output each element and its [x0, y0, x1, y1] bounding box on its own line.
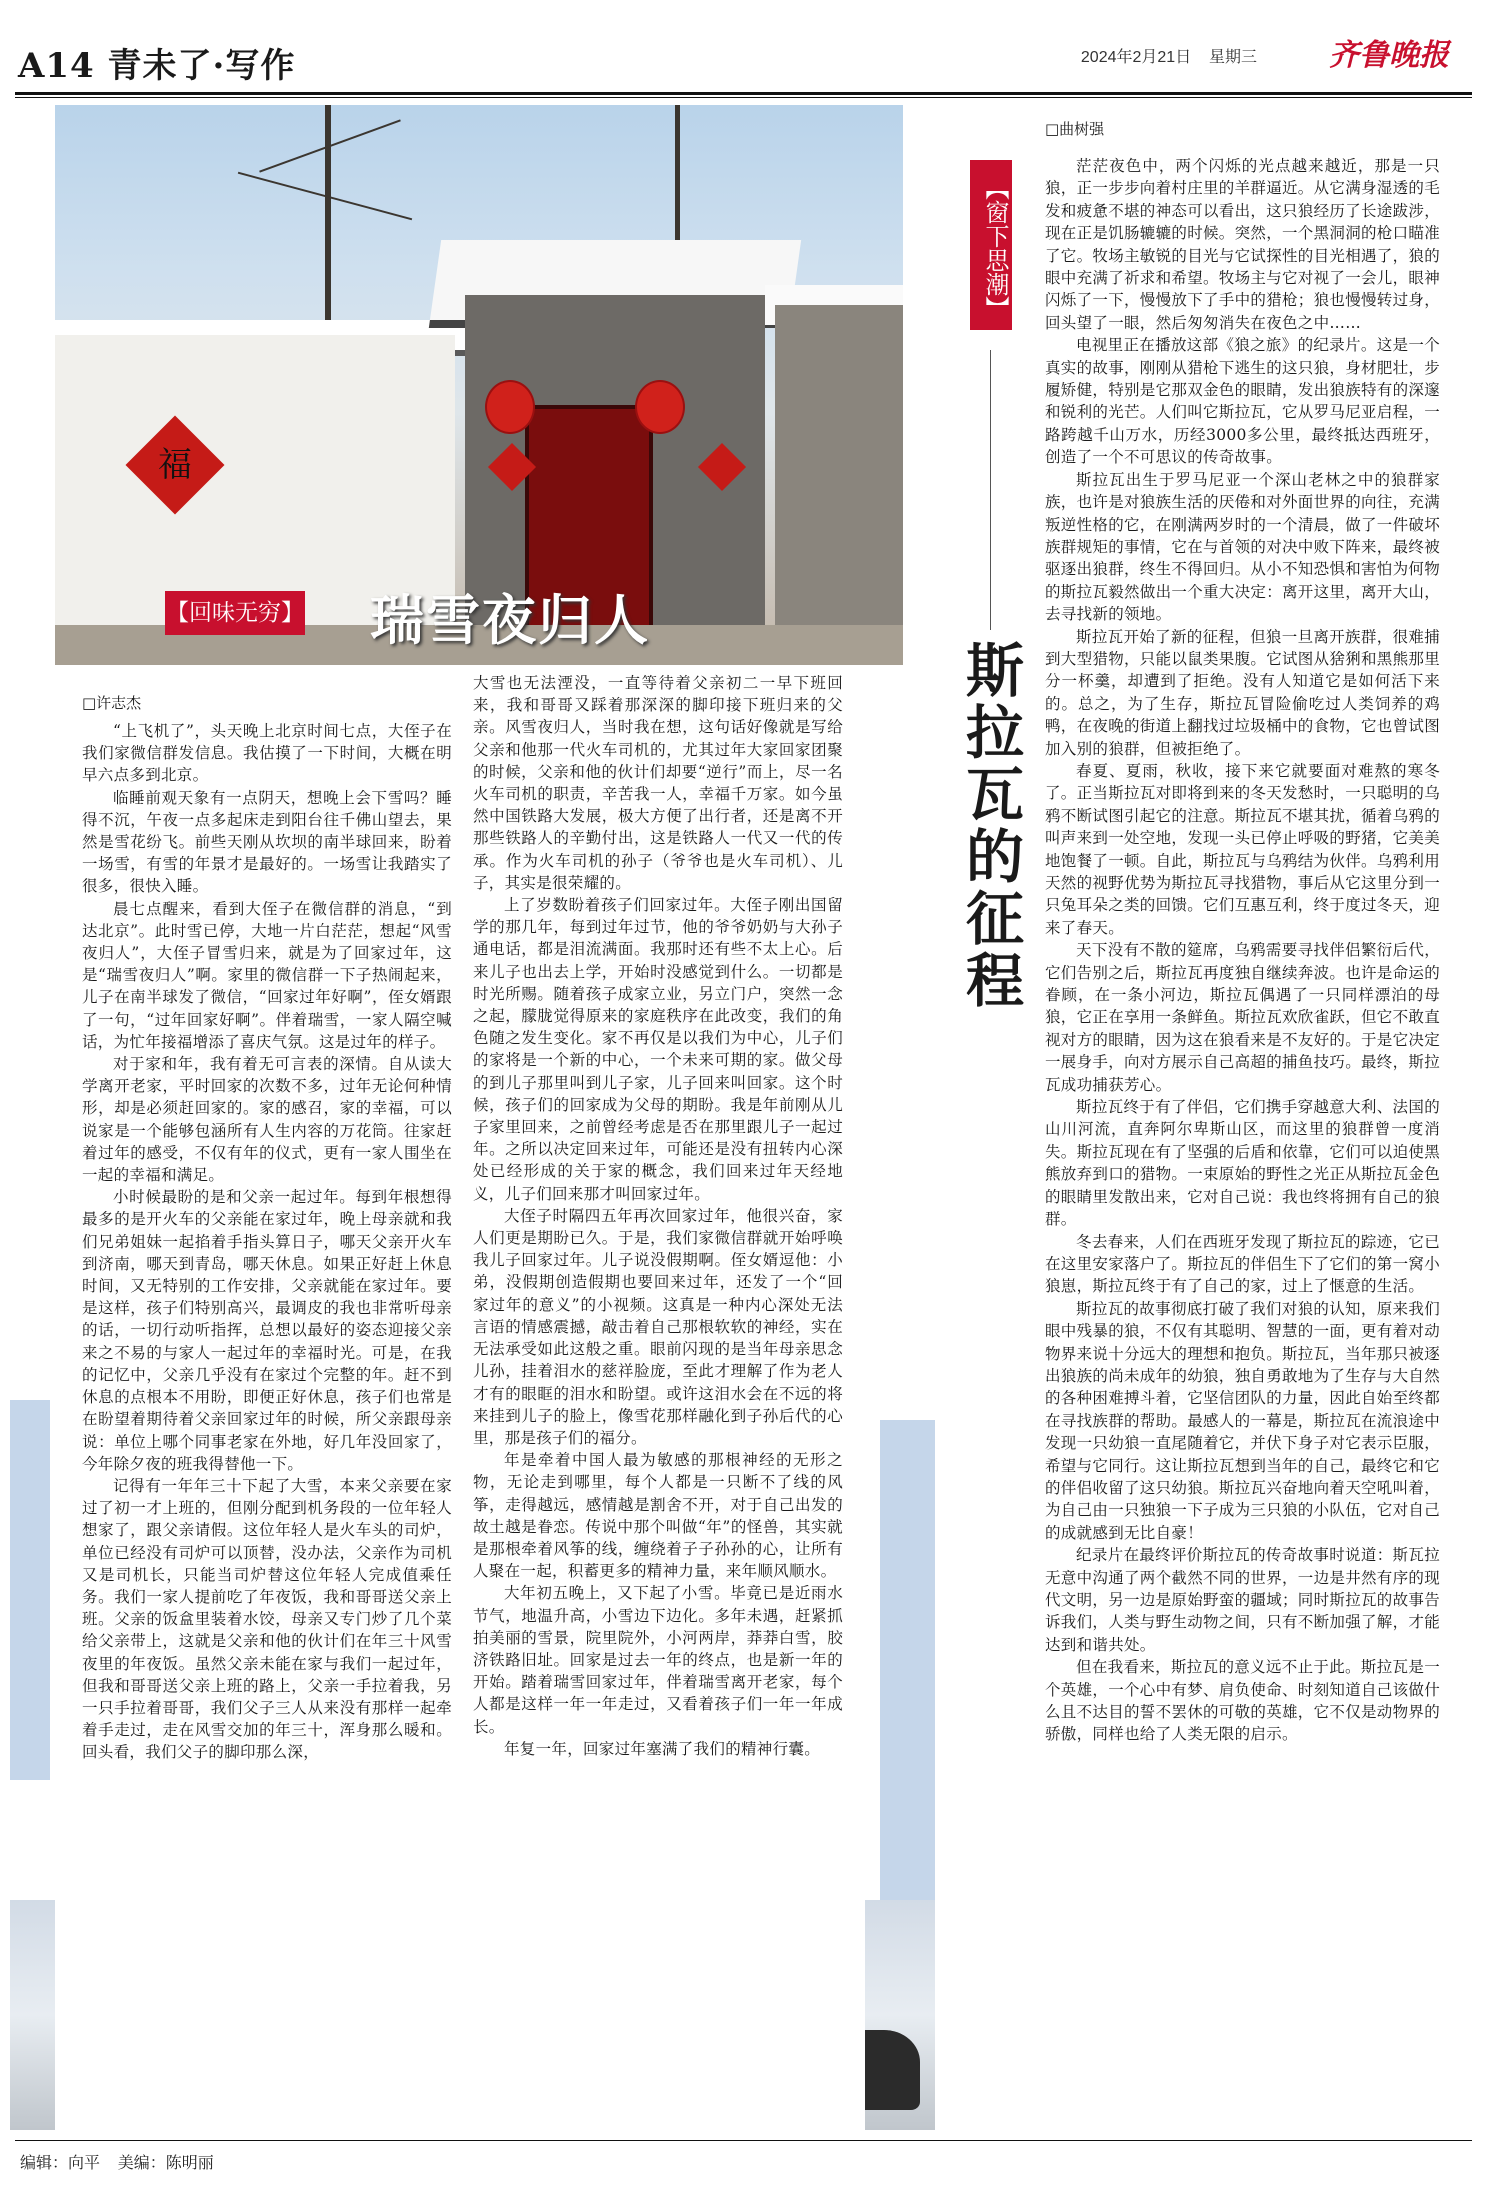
paragraph: 记得有一年年三十下起了大雪，本来父亲要在家过了初一才上班的，但刚分配到机务段的一位年轻人想家了，跟父亲请假。这位年轻人是火车头的司炉，单位已经没有司炉可以顶替，没办法，父亲作为司机又是司机长，只能当司炉替这位年轻人完成值乘任务。我们一家人提前吃了年夜饭，我和哥哥送父亲上班。父亲的饭盒里装着水饺，母亲又专门炒了几个菜给父亲带上，这就是父亲和他的伙计们在年三十风雪夜里的年夜饭。虽然父亲未能在家与我们一起过年，但我和哥哥送父亲上班的路上，父亲一手拉着我，另一只手拉着哥哥，我们父子三人从来没有那样一起牵着手走过，走在风雪交加的年三十，浑身那么暖和。回头看，我们父子的脚印那么深，	[82, 1476, 452, 1762]
paragraph: 对于家和年，我有着无可言表的深情。自从读大学离开老家，平时回家的次数不多，过年无论何种情形，却是必须赶回家的。家的感召，家的幸福，可以说家是一个能够包涵所有人生内容的万花筒。往家赶着过年的感受，不仅有年的仪式，更有一家人围坐在一起的幸福和满足。	[82, 1055, 452, 1185]
side-house	[775, 305, 903, 645]
paragraph: 斯拉瓦开始了新的征程，但狼一旦离开族群，很难捕到大型猎物，只能以鼠类果腹。它试图从猞猁和黑熊那里分一杯羹，却遭到了拒绝。没有人知道它是如何活下来的。总之，为了生存，斯拉瓦冒险偷吃过人类饲养的鸡鸭，在夜晚的街道上翻找过垃圾桶中的食物，它也曾试图加入别的狼群，但被拒绝了。	[1045, 627, 1441, 758]
column-tag-left: 【回味无穷】	[165, 591, 305, 635]
date-line	[1081, 44, 1257, 67]
column-tag-right: 【窗下思潮】	[970, 160, 1012, 330]
fu-char: 福	[158, 445, 192, 485]
header-rule	[15, 92, 1472, 95]
paragraph: 但在我看来，斯拉瓦的意义远不止于此。斯拉瓦是一个英雄，一个心中有梦、肩负使命、时刻知道自己该做什么且不达目的誓不罢休的可敬的英雄，它不仅是动物界的骄傲，同样也给了人类无限的启示。	[1045, 1658, 1441, 1744]
issue-weekday: 星期三	[1208, 49, 1257, 66]
red-lantern-right	[635, 380, 685, 434]
article-title-left: 瑞雪夜归人	[370, 588, 650, 652]
blue-band-left	[10, 1400, 50, 1780]
paragraph: 晨七点醒来，看到大侄子在微信群的消息，“到达北京”。此时雪已停，大地一片白茫茫，想起“风雪夜归人”，大侄子冒雪归来，就是为了回家过年，这是“瑞雪夜归人”啊。家里的微信群一下子热闹起来，儿子在南半球发了微信，“回家过年好啊”，侄女婿跟了一句，“过年回家好啊”。伴着瑞雪，一家人隔空喊话，为忙年接福增添了喜庆气氛。这是过年的样子。	[82, 899, 452, 1051]
art-editor-credit: 美编：陈明丽	[117, 2155, 214, 2172]
right-article-body	[1045, 155, 1440, 1746]
newspaper-masthead: 齐鲁晚报	[1329, 38, 1449, 73]
blue-band-right	[880, 1420, 935, 1900]
page-header	[0, 0, 1487, 105]
vertical-rule	[990, 350, 991, 630]
paragraph: 天下没有不散的筵席，乌鸦需要寻找伴侣繁衍后代，它们告别之后，斯拉瓦再度独自继续奔波。也许是命运的眷顾，在一条小河边，斯拉瓦偶遇了一只同样漂泊的母狼，它正在享用一条鲜鱼。斯拉瓦欢欣雀跃，但它不敢直视对方的眼睛，因为这在狼看来是不友好的。于是它决定一展身手，向对方展示自己高超的捕鱼技巧。最终，斯拉瓦成功捕获芳心。	[1045, 941, 1441, 1094]
editor-credit: 编辑：向平	[20, 2155, 101, 2172]
byline-left: □许志杰	[82, 694, 142, 712]
article-column-1	[82, 720, 452, 1764]
paragraph: 大侄子时隔四五年再次回家过年，他很兴奋，家人们更是期盼已久。于是，我们家微信群就开始呼唤我儿子回家过年。儿子说没假期啊。侄女婿逗他：小弟，没假期创造假期也要回来过年，还发了一个“回家过年的意义”的小视频。这真是一种内心深处无法言语的情感震撼，敲击着自己那根软软的神经，实在无法承受如此这般之重。眼前闪现的是当年母亲思念儿孙，挂着泪水的慈祥脸庞，至此才理解了作为老人才有的眼眶的泪水和盼望。或许这泪水会在不远的将来挂到儿子的脸上，像雪花那样融化到子孙后代的心里，那是孩子们的福分。	[473, 1206, 843, 1447]
paragraph: 大年初五晚上，又下起了小雪。毕竟已是近雨水节气，地温升高，小雪边下边化。多年未遇，赶紧抓拍美丽的雪景，院里院外，小河两岸，莽莽白雪，胶济铁路旧址。回家是过去一年的终点，也是新一年的开始。踏着瑞雪回家过年，伴着瑞雪离开老家，每个人都是这样一年一年走过，又看着孩子们一年一年成长。	[473, 1584, 843, 1736]
paragraph: 斯拉瓦终于有了伴侣，它们携手穿越意大利、法国的山川河流，直奔阿尔卑斯山区，而这里的狼群曾一度消失。斯拉瓦现在有了坚强的后盾和依靠，它们可以迫使黑熊放弃到口的猎物。一束原始的野性之光正从斯拉瓦金色的眼睛里发散出来，它对自己说：我也终将拥有自己的狼群。	[1045, 1098, 1441, 1229]
left-article	[55, 672, 865, 2162]
paragraph: 年复一年，回家过年塞满了我们的精神行囊。	[504, 1739, 821, 1758]
paragraph: 斯拉瓦的故事彻底打破了我们对狼的认知，原来我们眼中残暴的狼，不仅有其聪明、智慧的一面，更有着对动物界来说十分远大的理想和抱负。斯拉瓦，当年那只被逐出狼族的尚未成年的幼狼，独自勇敢地为了生存与大自然的各种困难搏斗着，它坚信团队的力量，因此自始至终都在寻找族群的帮助。最感人的一幕是，斯拉瓦在流浪途中发现一只幼狼一直尾随着它，并伏下身子对它表示臣服，希望与它同行。这让斯拉瓦想到当年的自己，最终它和它的伴侣收留了这只幼狼。斯拉瓦兴奋地向着天空吼叫着，为自己由一只独狼一下子成为三只狼的小队伍，它对自己的成就感到无比自豪！	[1045, 1299, 1441, 1542]
paragraph: 春夏、夏雨，秋收，接下来它就要面对难熬的寒冬了。正当斯拉瓦对即将到来的冬天发愁时，一只聪明的乌鸦不断试图引起它的注意。斯拉瓦不堪其扰，循着乌鸦的叫声来到一处空地，发现一头已停止呼吸的野猪，它美美地饱餐了一顿。自此，斯拉瓦与乌鸦结为伙伴。乌鸦利用天然的视野优势为斯拉瓦寻找猎物，事后从它这里分到一只兔耳朵之类的回馈。它们互惠互利，终于度过冬天，迎来了春天。	[1045, 761, 1441, 937]
article-column-2	[473, 672, 843, 1760]
paragraph: 小时候最盼的是和父亲一起过年。每到年根想得最多的是开火车的父亲能在家过年，晚上母亲就和我们兄弟姐妹一起掐着手指头算日子，哪天父亲开火车到济南，哪天到青岛，哪天休息。如果正好赶上休息时间，又无特别的工作安排，父亲就能在家过年。要是这样，孩子们特别高兴，最调皮的我也非常听母亲的话，一切行动听指挥，总想以最好的姿态迎接父亲来之不易的与家人一起过年的幸福时光。可是，在我的记忆中，父亲几乎没有在家过个完整的年。赶不到休息的点根本不用盼，即便正好休息，孩子们也常是在盼望着期待着父亲回家过年的时候，所父亲跟母亲说：单位上哪个同事老家在外地，好几年没回家了，今年除夕夜的班我得替他一下。	[82, 1188, 452, 1473]
header-rule-thin	[15, 97, 1472, 98]
paragraph: 纪录片在最终评价斯拉瓦的传奇故事时说道：斯瓦拉无意中沟通了两个截然不同的世界，一边是井然有序的现代文明，另一边是原始野蛮的疆域；同时斯拉瓦的故事告诉我们，人类与野生动物之间，只有不断加强了解，才能达到和谐共处。	[1045, 1546, 1441, 1654]
footer-rule	[15, 2140, 1472, 2141]
paragraph: 年是牵着中国人最为敏感的那根神经的无形之物，无论走到哪里，每个人都是一只断不了线的风筝，走得越远，感情越是割舍不开，对于自己出发的故土越是眷恋。传说中那个叫做“年”的怪兽，其实就是那根牵着风筝的线，缠绕着子子孙孙的心，让所有人聚在一起，积蓄更多的精神力量，来年顺风顺水。	[473, 1451, 843, 1581]
red-lantern-left	[485, 380, 535, 434]
page-footer	[20, 2150, 214, 2173]
paragraph: 大雪也无法湮没，一直等待着父亲初二一早下班回来，我和哥哥又踩着那深深的脚印接下班归来的父亲。风雪夜归人，当时我在想，这句话好像就是写给父亲和他那一代火车司机的，尤其过年大家回家团聚的时候，父亲和他的伙计们却要“逆行”而上，尽一名火车司机的职责，辛苦我一人，幸福千万家。如今虽然中国铁路大发展，极大方便了出行者，还是离不开那些铁路人的辛勤付出，这是铁路人一代又一代的传承。作为火车司机的孙子（爷爷也是火车司机）、儿子，其实是很荣耀的。	[473, 674, 843, 892]
paragraph: 电视里正在播放这部《狼之旅》的纪录片。这是一个真实的故事，刚刚从猎枪下逃生的这只狼，身材肥壮，步履矫健，特别是它那双金色的眼睛，发出狼族特有的深邃和锐利的光芒。人们叫它斯拉瓦，它从罗马尼亚启程，一路跨越千山万水，历经3000多公里，最终抵达西班牙，创造了一个不可思议的传奇故事。	[1045, 336, 1441, 467]
tree-trunk	[325, 105, 331, 325]
paragraph: “上飞机了”，头天晚上北京时间七点，大侄子在我们家微信群发信息。我估摸了一下时间，大概在明早六点多到北京。	[82, 722, 452, 785]
page-section-label: A14 青未了·写作	[18, 46, 296, 86]
article-title-right: 斯拉瓦的征程	[956, 640, 1024, 1012]
fu-diamond-left	[126, 416, 225, 515]
issue-date: 2024年2月21日	[1080, 49, 1192, 66]
paragraph: 上了岁数盼着孩子们回家过年。大侄子刚出国留学的那几年，每到过年过节，他的爷爷奶奶与大孙子通电话，都是泪流满面。我那时还有些不太上心。后来儿子也出去上学，开始时没感觉到什么。一切都是时光所赐。随着孩子成家立业，另立门户，突然一念之起，朦胧觉得原来的家庭秩序在此改变，我们的角色随之发生变化。家不再仅是以我们为中心，儿子们的家将是一个新的中心，一个未来可期的家。做父母的到儿子那里叫到儿子家，儿子回来叫回家。这个时候，孩子们的回家成为父母的期盼。我是年前刚从儿子家里回来，之前曾经考虑是否在那里跟儿子一起过年。之所以决定回来过年，可能还是没有扭转内心深处已经形成的关于家的概念，我们回来过年天经地义，儿子们回来那才叫回家过年。	[473, 896, 843, 1203]
paragraph: 冬去春来，人们在西班牙发现了斯拉瓦的踪迹，它已在这里安家落户了。斯拉瓦的伴侣生下了它们的第一窝小狼崽，斯拉瓦终于有了自己的家，过上了惬意的生活。	[1045, 1232, 1441, 1296]
paragraph: 茫茫夜色中，两个闪烁的光点越来越近，那是一只狼，正一步步向着村庄里的羊群逼近。从它满身湿透的毛发和疲惫不堪的神态可以看出，这只狼经历了长途跋涉，现在正是饥肠辘辘的时候。突然，一个黑洞洞的枪口瞄准了它。牧场主敏锐的目光与它试探性的目光相遇了，狼的眼中充满了祈求和希望。牧场主与它对视了一会儿，眼神闪烁了一下，慢慢放下了手中的猎枪；狼也慢慢转过身，回头望了一眼，然后匆匆消失在夜色之中……	[1045, 157, 1441, 332]
byline-right: □曲树强	[1045, 120, 1105, 138]
paragraph: 临睡前观天象有一点阴天，想晚上会下雪吗？睡得不沉，午夜一点多起床走到阳台往千佛山望去，果然是雪花纷飞。前些天刚从坎坝的南半球回来，盼着一场雪，有雪的年景才是最好的。一场雪让我踏实了很多，很快入睡。	[82, 788, 452, 896]
paragraph: 斯拉瓦出生于罗马尼亚一个深山老林之中的狼群家族，也许是对狼族生活的厌倦和对外面世界的向往，充满叛逆性格的它，在刚满两岁时的一个清晨，做了一件破坏族群规矩的事情，它在与首领的对决中败下阵来，最终被驱逐出狼群，终生不得回归。从小不知恐惧和害怕为何物的斯拉瓦毅然做出一个重大决定：离开这里，离开大山，去寻找新的领地。	[1045, 470, 1441, 624]
